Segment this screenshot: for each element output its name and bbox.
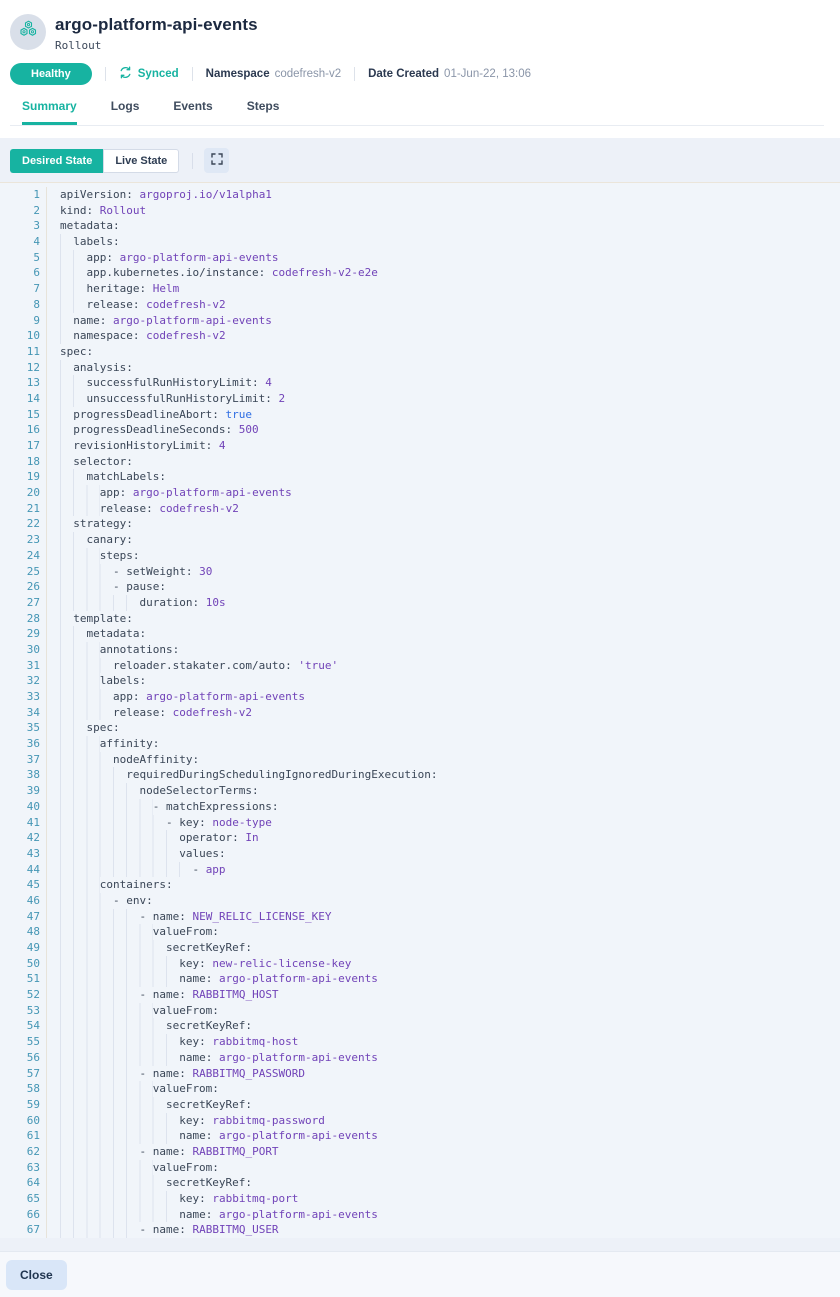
resource-avatar xyxy=(10,14,46,50)
indent-guides xyxy=(60,1003,153,1019)
indent-guides xyxy=(60,987,139,1003)
line-number: 1 xyxy=(0,187,47,203)
line-number: 67 xyxy=(0,1222,47,1238)
live-state-button[interactable]: Live State xyxy=(103,149,179,173)
namespace-label: Namespace xyxy=(205,68,270,80)
line-number: 33 xyxy=(0,689,47,705)
indent-guides xyxy=(60,595,139,611)
line-number: 11 xyxy=(0,344,47,360)
line-number: 13 xyxy=(0,375,47,391)
indent-guides xyxy=(60,611,73,627)
code-line: 47 - name: NEW_RELIC_LICENSE_KEY xyxy=(0,909,840,925)
code-line: 55 key: rabbitmq-host xyxy=(0,1034,840,1050)
tab-logs[interactable]: Logs xyxy=(110,99,140,113)
code-line: 38 requiredDuringSchedulingIgnoredDuringExecution: xyxy=(0,767,840,783)
line-number: 62 xyxy=(0,1144,47,1160)
fullscreen-button[interactable] xyxy=(204,148,229,173)
code-line: 56 name: argo-platform-api-events xyxy=(0,1050,840,1066)
code-line: 31 reloader.stakater.com/auto: 'true' xyxy=(0,658,840,674)
code-line: 50 key: new-relic-license-key xyxy=(0,956,840,972)
line-number: 23 xyxy=(0,532,47,548)
line-number: 32 xyxy=(0,673,47,689)
line-number: 65 xyxy=(0,1191,47,1207)
indent-guides xyxy=(60,1222,139,1238)
code-line: 4 labels: xyxy=(0,234,840,250)
indent-guides xyxy=(60,1097,166,1113)
indent-guides xyxy=(60,1144,139,1160)
indent-guides xyxy=(60,689,113,705)
line-number: 3 xyxy=(0,218,47,234)
code-line: 46 - env: xyxy=(0,893,840,909)
indent-guides xyxy=(60,265,86,281)
code-line: 19 matchLabels: xyxy=(0,469,840,485)
code-line: 3 metadata: xyxy=(0,218,840,234)
code-line: 20 app: argo-platform-api-events xyxy=(0,485,840,501)
line-number: 39 xyxy=(0,783,47,799)
indent-guides xyxy=(60,548,100,564)
namespace-meta xyxy=(206,68,341,80)
code-line: 40 - matchExpressions: xyxy=(0,799,840,815)
indent-guides xyxy=(60,313,73,329)
indent-guides xyxy=(60,564,113,580)
code-line: 5 app: argo-platform-api-events xyxy=(0,250,840,266)
line-number: 27 xyxy=(0,595,47,611)
indent-guides xyxy=(60,501,100,517)
code-line: 18 selector: xyxy=(0,454,840,470)
line-number: 18 xyxy=(0,454,47,470)
line-number: 35 xyxy=(0,720,47,736)
indent-guides xyxy=(60,1128,179,1144)
indent-guides xyxy=(60,752,113,768)
line-number: 17 xyxy=(0,438,47,454)
code-line: 16 progressDeadlineSeconds: 500 xyxy=(0,422,840,438)
indent-guides xyxy=(60,1113,179,1129)
code-line: 33 app: argo-platform-api-events xyxy=(0,689,840,705)
indent-guides xyxy=(60,454,73,470)
indent-guides xyxy=(60,626,86,642)
code-line: 8 release: codefresh-v2 xyxy=(0,297,840,313)
health-status-badge: Healthy xyxy=(10,63,92,85)
code-line: 41 - key: node-type xyxy=(0,815,840,831)
code-line: 52 - name: RABBITMQ_HOST xyxy=(0,987,840,1003)
code-line: 23 canary: xyxy=(0,532,840,548)
line-number: 44 xyxy=(0,862,47,878)
line-number: 53 xyxy=(0,1003,47,1019)
indent-guides xyxy=(60,250,86,266)
code-line: 37 nodeAffinity: xyxy=(0,752,840,768)
indent-guides xyxy=(60,658,113,674)
indent-guides xyxy=(60,924,153,940)
indent-guides xyxy=(60,422,73,438)
line-number: 54 xyxy=(0,1018,47,1034)
line-number: 56 xyxy=(0,1050,47,1066)
divider xyxy=(354,67,355,81)
code-line: 45 containers: xyxy=(0,877,840,893)
indent-guides xyxy=(60,940,166,956)
indent-guides xyxy=(60,485,100,501)
line-number: 37 xyxy=(0,752,47,768)
line-number: 22 xyxy=(0,516,47,532)
code-line: 9 name: argo-platform-api-events xyxy=(0,313,840,329)
date-created-label: Date Created xyxy=(368,68,440,80)
indent-guides xyxy=(60,1160,153,1176)
indent-guides xyxy=(60,234,73,250)
code-line: 21 release: codefresh-v2 xyxy=(0,501,840,517)
tab-bar xyxy=(10,99,824,126)
line-number: 34 xyxy=(0,705,47,721)
indent-guides xyxy=(60,1081,153,1097)
code-line: 44 - app xyxy=(0,862,840,878)
line-number: 43 xyxy=(0,846,47,862)
divider xyxy=(192,153,193,169)
desired-state-button[interactable]: Desired State xyxy=(10,149,103,173)
line-number: 57 xyxy=(0,1066,47,1082)
indent-guides xyxy=(60,1050,179,1066)
code-line: 11 spec: xyxy=(0,344,840,360)
code-line: 26 - pause: xyxy=(0,579,840,595)
rollout-hexagons-icon xyxy=(16,18,40,47)
indent-guides xyxy=(60,1034,179,1050)
sync-status xyxy=(119,66,179,82)
code-line: 28 template: xyxy=(0,611,840,627)
indent-guides xyxy=(60,1207,179,1223)
indent-guides xyxy=(60,469,86,485)
indent-guides xyxy=(60,1066,139,1082)
code-line: 2 kind: Rollout xyxy=(0,203,840,219)
code-line: 17 revisionHistoryLimit: 4 xyxy=(0,438,840,454)
indent-guides xyxy=(60,1018,166,1034)
indent-guides xyxy=(60,783,139,799)
line-number: 36 xyxy=(0,736,47,752)
tab-steps[interactable]: Steps xyxy=(246,99,280,113)
sync-icon xyxy=(119,66,138,82)
indent-guides xyxy=(60,673,100,689)
code-line: 61 name: argo-platform-api-events xyxy=(0,1128,840,1144)
line-number: 41 xyxy=(0,815,47,831)
page-header xyxy=(0,0,840,126)
fullscreen-icon xyxy=(211,153,223,168)
indent-guides xyxy=(60,799,153,815)
code-line: 22 strategy: xyxy=(0,516,840,532)
code-line: 67 - name: RABBITMQ_USER xyxy=(0,1222,840,1238)
yaml-editor[interactable] xyxy=(0,182,840,1238)
line-number: 60 xyxy=(0,1113,47,1129)
code-line: 39 nodeSelectorTerms: xyxy=(0,783,840,799)
indent-guides xyxy=(60,767,126,783)
summary-panel xyxy=(0,138,840,1251)
indent-guides xyxy=(60,877,100,893)
line-number: 5 xyxy=(0,250,47,266)
code-line: 30 annotations: xyxy=(0,642,840,658)
line-number: 10 xyxy=(0,328,47,344)
indent-guides xyxy=(60,1191,179,1207)
code-line: 24 steps: xyxy=(0,548,840,564)
code-line: 51 name: argo-platform-api-events xyxy=(0,971,840,987)
indent-guides xyxy=(60,720,86,736)
indent-guides xyxy=(60,846,179,862)
divider xyxy=(105,67,106,81)
code-line: 57 - name: RABBITMQ_PASSWORD xyxy=(0,1066,840,1082)
line-number: 25 xyxy=(0,564,47,580)
code-line: 15 progressDeadlineAbort: true xyxy=(0,407,840,423)
line-number: 8 xyxy=(0,297,47,313)
state-toolbar xyxy=(0,138,840,173)
resource-kind-label: Rollout xyxy=(55,39,102,52)
line-number: 63 xyxy=(0,1160,47,1176)
line-number: 42 xyxy=(0,830,47,846)
code-line: 53 valueFrom: xyxy=(0,1003,840,1019)
footer-bar xyxy=(0,1251,840,1297)
line-number: 61 xyxy=(0,1128,47,1144)
line-number: 2 xyxy=(0,203,47,219)
code-line: 1 apiVersion: argoproj.io/v1alpha1 xyxy=(0,187,840,203)
line-number: 47 xyxy=(0,909,47,925)
line-number: 31 xyxy=(0,658,47,674)
line-number: 12 xyxy=(0,360,47,376)
indent-guides xyxy=(60,862,192,878)
indent-guides xyxy=(60,516,73,532)
code-line: 62 - name: RABBITMQ_PORT xyxy=(0,1144,840,1160)
code-line: 6 app.kubernetes.io/instance: codefresh-v2-e2e xyxy=(0,265,840,281)
indent-guides xyxy=(60,579,113,595)
indent-guides xyxy=(60,297,86,313)
line-number: 30 xyxy=(0,642,47,658)
indent-guides xyxy=(60,375,86,391)
line-number: 64 xyxy=(0,1175,47,1191)
status-row xyxy=(10,62,824,86)
code-line: 48 valueFrom: xyxy=(0,924,840,940)
line-number: 26 xyxy=(0,579,47,595)
line-number: 49 xyxy=(0,940,47,956)
code-line: 36 affinity: xyxy=(0,736,840,752)
tab-events[interactable]: Events xyxy=(173,99,213,113)
code-line: 34 release: codefresh-v2 xyxy=(0,705,840,721)
line-number: 46 xyxy=(0,893,47,909)
line-number: 7 xyxy=(0,281,47,297)
code-line: 14 unsuccessfulRunHistoryLimit: 2 xyxy=(0,391,840,407)
indent-guides xyxy=(60,956,179,972)
code-line: 63 valueFrom: xyxy=(0,1160,840,1176)
line-number: 50 xyxy=(0,956,47,972)
line-number: 21 xyxy=(0,501,47,517)
line-number: 66 xyxy=(0,1207,47,1223)
code-line: 58 valueFrom: xyxy=(0,1081,840,1097)
indent-guides xyxy=(60,328,73,344)
line-number: 51 xyxy=(0,971,47,987)
line-number: 55 xyxy=(0,1034,47,1050)
code-line: 49 secretKeyRef: xyxy=(0,940,840,956)
indent-guides xyxy=(60,281,86,297)
indent-guides xyxy=(60,909,139,925)
tab-summary[interactable]: Summary xyxy=(22,99,77,125)
code-line: 32 labels: xyxy=(0,673,840,689)
date-created-value: 01-Jun-22, 13:06 xyxy=(444,68,531,80)
line-number: 4 xyxy=(0,234,47,250)
state-toggle-group xyxy=(10,149,179,173)
line-number: 48 xyxy=(0,924,47,940)
line-number: 38 xyxy=(0,767,47,783)
indent-guides xyxy=(60,971,179,987)
indent-guides xyxy=(60,830,179,846)
code-line: 66 name: argo-platform-api-events xyxy=(0,1207,840,1223)
indent-guides xyxy=(60,391,86,407)
date-created-meta xyxy=(368,68,531,80)
line-number: 20 xyxy=(0,485,47,501)
code-line: 35 spec: xyxy=(0,720,840,736)
indent-guides xyxy=(60,438,73,454)
line-number: 16 xyxy=(0,422,47,438)
indent-guides xyxy=(60,1175,166,1191)
line-number: 29 xyxy=(0,626,47,642)
line-number: 45 xyxy=(0,877,47,893)
code-line: 25 - setWeight: 30 xyxy=(0,564,840,580)
line-number: 9 xyxy=(0,313,47,329)
indent-guides xyxy=(60,532,86,548)
code-line: 13 successfulRunHistoryLimit: 4 xyxy=(0,375,840,391)
line-number: 28 xyxy=(0,611,47,627)
indent-guides xyxy=(60,893,113,909)
code-line: 42 operator: In xyxy=(0,830,840,846)
code-lines xyxy=(0,187,840,1238)
indent-guides xyxy=(60,736,100,752)
code-line: 54 secretKeyRef: xyxy=(0,1018,840,1034)
code-line: 43 values: xyxy=(0,846,840,862)
line-number: 52 xyxy=(0,987,47,1003)
divider xyxy=(192,67,193,81)
code-line: 64 secretKeyRef: xyxy=(0,1175,840,1191)
indent-guides xyxy=(60,360,73,376)
line-number: 24 xyxy=(0,548,47,564)
line-number: 19 xyxy=(0,469,47,485)
line-number: 14 xyxy=(0,391,47,407)
code-line: 10 namespace: codefresh-v2 xyxy=(0,328,840,344)
line-number: 59 xyxy=(0,1097,47,1113)
namespace-value: codefresh-v2 xyxy=(274,68,342,80)
indent-guides xyxy=(60,815,166,831)
code-line: 60 key: rabbitmq-password xyxy=(0,1113,840,1129)
code-line: 27 duration: 10s xyxy=(0,595,840,611)
indent-guides xyxy=(60,642,100,658)
code-line: 7 heritage: Helm xyxy=(0,281,840,297)
line-number: 58 xyxy=(0,1081,47,1097)
code-line: 59 secretKeyRef: xyxy=(0,1097,840,1113)
code-line: 12 analysis: xyxy=(0,360,840,376)
close-button[interactable]: Close xyxy=(6,1260,67,1290)
indent-guides xyxy=(60,705,113,721)
line-number: 40 xyxy=(0,799,47,815)
line-number: 15 xyxy=(0,407,47,423)
indent-guides xyxy=(60,407,73,423)
line-number: 6 xyxy=(0,265,47,281)
sync-status-label: Synced xyxy=(137,68,179,80)
page-title: argo-platform-api-events xyxy=(55,15,258,34)
code-line: 29 metadata: xyxy=(0,626,840,642)
code-line: 65 key: rabbitmq-port xyxy=(0,1191,840,1207)
